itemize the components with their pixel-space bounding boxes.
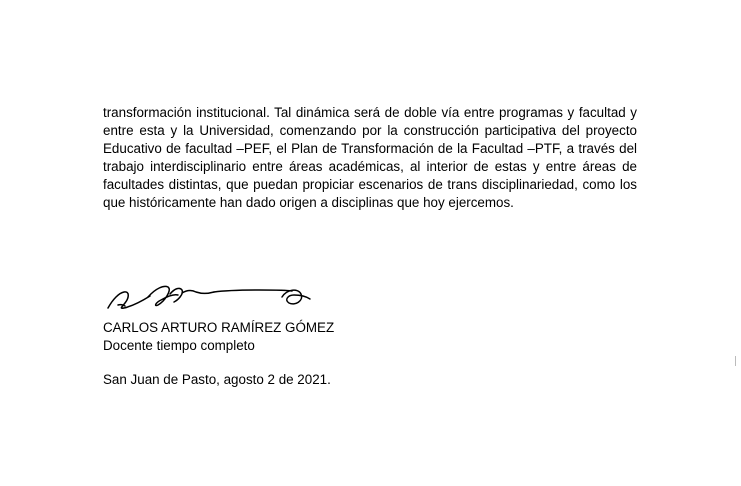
signer-name: CARLOS ARTURO RAMÍREZ GÓMEZ [103,320,335,335]
page-edge-mark [735,356,736,366]
place-and-date: San Juan de Pasto, agosto 2 de 2021. [103,372,331,387]
signer-role: Docente tiempo completo [103,338,255,353]
body-paragraph: transformación institucional. Tal dinámica será de doble vía entre programas y facultad y entre esta y la Universidad, comenzando por la construcción participativa del proyecto Educativo de facultad –PEF, el Plan de Transformación de la Facultad –PTF, a través del trabajo interdisciplinario entre áreas académicas, al interior de estas y entre áreas de facultades distintas, que puedan propiciar escenarios de trans disciplinariedad, como los que históricamente han dado origen a disciplinas que hoy ejercemos. [103,105,637,211]
handwritten-signature-icon [104,270,314,325]
